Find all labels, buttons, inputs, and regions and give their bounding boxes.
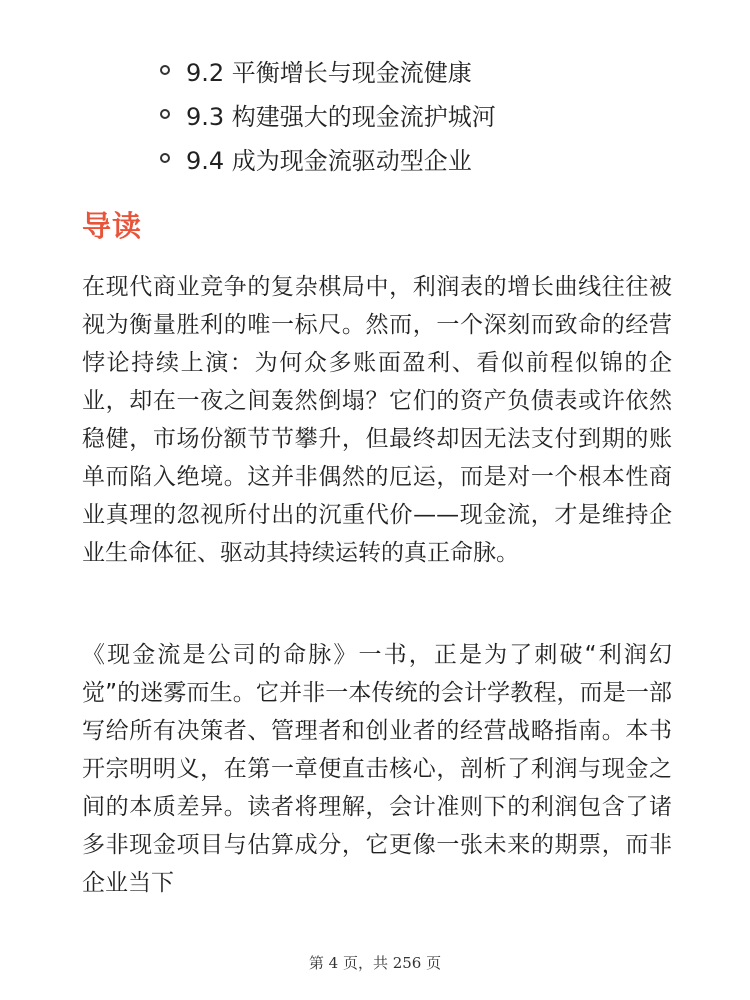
section-heading: 导读 <box>82 209 143 243</box>
table-of-contents <box>160 48 496 180</box>
hollow-circle-bullet-icon <box>160 153 170 163</box>
page-number-footer: 第 4 页，共 256 页 <box>308 954 442 972</box>
toc-item-9-4[interactable] <box>160 136 496 180</box>
hollow-circle-bullet-icon <box>160 65 170 75</box>
toc-item-label: 9.4 成为现金流驱动型企业 <box>186 146 472 175</box>
body-paragraph-2: 《现金流是公司的命脉》一书，正是为了刺破“利润幻觉”的迷雾而生。它并非一本传统的会计学教程，而是一部写给所有决策者、管理者和创业者的经营战略指南。本书开宗明明义，在第一章便直击核心，剖析了利润与现金之间的本质差异。读者将理解，会计准则下的利润包含了诸多非现金项目与估算成分，它更像一张未来的期票，而非企业当下 <box>82 642 672 896</box>
toc-item-label: 9.2 平衡增长与现金流健康 <box>186 58 472 87</box>
toc-item-label: 9.3 构建强大的现金流护城河 <box>186 102 496 131</box>
toc-item-9-2[interactable] <box>160 48 496 92</box>
toc-item-9-3[interactable] <box>160 92 496 136</box>
hollow-circle-bullet-icon <box>160 109 170 119</box>
body-paragraph-1: 在现代商业竞争的复杂棋局中，利润表的增长曲线往往被视为衡量胜利的唯一标尺。然而，一个深刻而致命的经营悖论持续上演：为何众多账面盈利、看似前程似锦的企业，却在一夜之间轰然倒塌？它们的资产负债表或许依然稳健，市场份额节节攀升，但最终却因无法支付到期的账单而陷入绝境。这并非偶然的厄运，而是对一个根本性商业真理的忽视所付出的沉重代价——现金流，才是维持企业生命体征、驱动其持续运转的真正命脉。 <box>82 274 672 566</box>
